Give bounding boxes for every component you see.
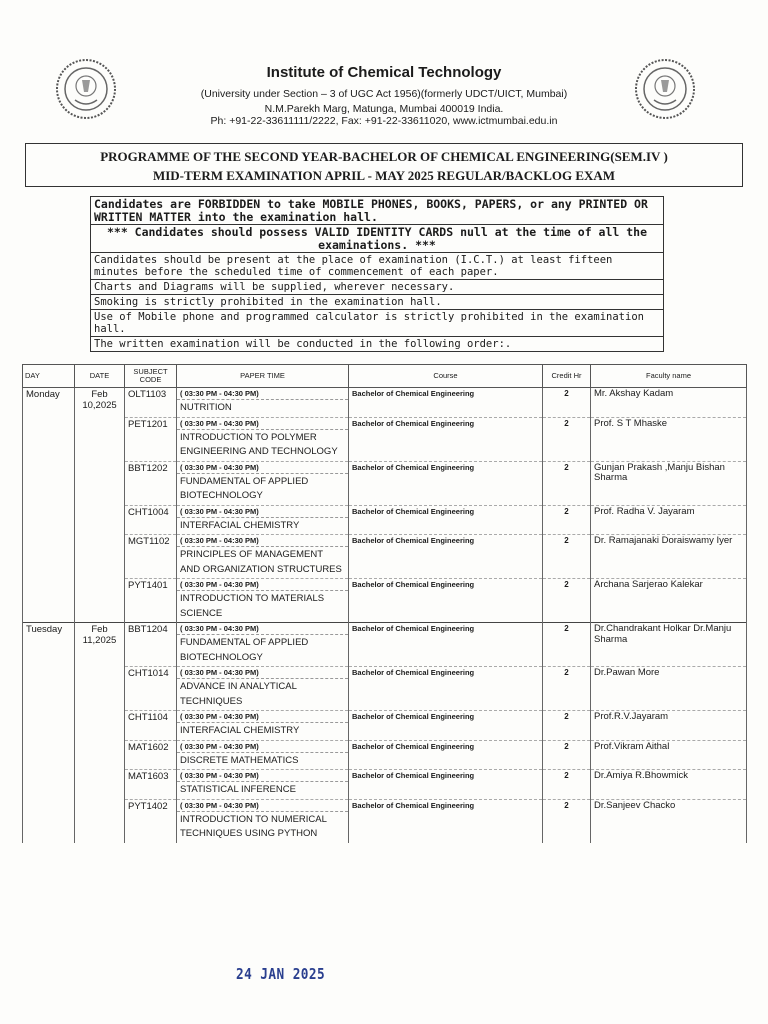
course-name: Bachelor of Chemical Engineering: [349, 461, 543, 505]
paper-name: STATISTICAL INFERENCE: [177, 782, 349, 800]
paper-time: ( 03:30 PM - 04:30 PM): [177, 799, 349, 811]
course-name: Bachelor of Chemical Engineering: [349, 388, 543, 418]
paper-name: FUNDAMENTAL OF APPLIED BIOTECHNOLOGY: [177, 635, 349, 667]
subject-code: BBT1204: [125, 623, 177, 667]
course-name: Bachelor of Chemical Engineering: [349, 770, 543, 800]
subject-code: OLT1103: [125, 388, 177, 418]
table-row: [23, 461, 747, 473]
paper-time: ( 03:30 PM - 04:30 PM): [177, 461, 349, 473]
paper-name: FUNDAMENTAL OF APPLIED BIOTECHNOLOGY: [177, 473, 349, 505]
credit-hours: 2: [543, 535, 591, 579]
header-paper-time: PAPER TIME: [177, 365, 349, 388]
paper-name: INTRODUCTION TO NUMERICAL TECHNIQUES USING PYTHON: [177, 811, 349, 843]
course-name: Bachelor of Chemical Engineering: [349, 417, 543, 461]
subject-code: MAT1603: [125, 770, 177, 800]
faculty-name: Gunjan Prakash ,Manju Bishan Sharma: [591, 461, 747, 505]
timetable-header-row: [23, 365, 747, 388]
subject-code: PYT1401: [125, 579, 177, 623]
paper-time: ( 03:30 PM - 04:30 PM): [177, 667, 349, 679]
subject-code: PYT1402: [125, 799, 177, 843]
table-row: [23, 770, 747, 782]
paper-time: ( 03:30 PM - 04:30 PM): [177, 770, 349, 782]
subject-code: MGT1102: [125, 535, 177, 579]
paper-name: INTRODUCTION TO POLYMER ENGINEERING AND TECHNOLOGY: [177, 429, 349, 461]
credit-hours: 2: [543, 711, 591, 741]
credit-hours: 2: [543, 461, 591, 505]
subject-code: CHT1104: [125, 711, 177, 741]
paper-time: ( 03:30 PM - 04:30 PM): [177, 579, 349, 591]
table-row: [23, 579, 747, 591]
instruction-item: Charts and Diagrams will be supplied, wherever necessary.: [91, 279, 663, 294]
header-subject-code: SUBJECT CODE: [125, 365, 177, 388]
faculty-name: Dr.Pawan More: [591, 667, 747, 711]
exam-day: Monday: [23, 388, 75, 623]
paper-name: INTRODUCTION TO MATERIALS SCIENCE: [177, 591, 349, 623]
faculty-name: Prof. Radha V. Jayaram: [591, 505, 747, 535]
credit-hours: 2: [543, 417, 591, 461]
paper-time: ( 03:30 PM - 04:30 PM): [177, 711, 349, 723]
course-name: Bachelor of Chemical Engineering: [349, 505, 543, 535]
course-name: Bachelor of Chemical Engineering: [349, 667, 543, 711]
faculty-name: Dr.Chandrakant Holkar Dr.Manju Sharma: [591, 623, 747, 667]
table-row: [23, 417, 747, 429]
programme-title: PROGRAMME OF THE SECOND YEAR-BACHELOR OF CHEMICAL ENGINEERING(SEM.IV ): [100, 149, 668, 164]
course-name: Bachelor of Chemical Engineering: [349, 711, 543, 741]
faculty-name: Dr.Sanjeev Chacko: [591, 799, 747, 843]
timetable: [22, 364, 746, 843]
paper-name: DISCRETE MATHEMATICS: [177, 752, 349, 770]
subject-code: CHT1004: [125, 505, 177, 535]
faculty-name: Prof.R.V.Jayaram: [591, 711, 747, 741]
credit-hours: 2: [543, 579, 591, 623]
paper-name: NUTRITION: [177, 400, 349, 418]
subject-code: BBT1202: [125, 461, 177, 505]
instruction-item: *** Candidates should possess VALID IDENTITY CARDS null at the time of all the examinations. ***: [91, 224, 663, 252]
exam-day: Tuesday: [23, 623, 75, 843]
subject-code: MAT1602: [125, 740, 177, 770]
credit-hours: 2: [543, 667, 591, 711]
exam-title: MID-TERM EXAMINATION APRIL - MAY 2025 REGULAR/BACKLOG EXAM: [152, 168, 616, 183]
instruction-item: Smoking is strictly prohibited in the examination hall.: [91, 294, 663, 309]
faculty-name: Prof.Vikram Aithal: [591, 740, 747, 770]
paper-time: ( 03:30 PM - 04:30 PM): [177, 623, 349, 635]
exam-date: Feb 10,2025: [75, 388, 125, 623]
institute-address: N.M.Parekh Marg, Matunga, Mumbai 400019 India.: [264, 103, 504, 115]
paper-time: ( 03:30 PM - 04:30 PM): [177, 417, 349, 429]
table-row: [23, 505, 747, 517]
credit-hours: 2: [543, 505, 591, 535]
instruction-item: Use of Mobile phone and programmed calculator is strictly prohibited in the examination hall.: [91, 309, 663, 336]
header-date: DATE: [75, 365, 125, 388]
paper-name: INTERFACIAL CHEMISTRY: [177, 723, 349, 741]
faculty-name: Prof. S T Mhaske: [591, 417, 747, 461]
institute-subtitle: (University under Section – 3 of UGC Act 1956)(formerly UDCT/UICT, Mumbai): [200, 88, 568, 100]
subject-code: PET1201: [125, 417, 177, 461]
table-row: [23, 711, 747, 723]
credit-hours: 2: [543, 770, 591, 800]
credit-hours: 2: [543, 799, 591, 843]
table-row: [23, 623, 747, 635]
timetable-table: [22, 364, 747, 843]
table-row: [23, 667, 747, 679]
credit-hours: 2: [543, 623, 591, 667]
instruction-item: Candidates are FORBIDDEN to take MOBILE PHONES, BOOKS, PAPERS, or any PRINTED OR WRITTEN MATTER into the examination hall.: [94, 197, 648, 224]
course-name: Bachelor of Chemical Engineering: [349, 535, 543, 579]
institute-contact: Ph: +91-22-33611111/2222, Fax: +91-22-33611020, www.ictmumbai.edu.in: [210, 115, 558, 127]
table-row: [23, 740, 747, 752]
paper-name: PRINCIPLES OF MANAGEMENT AND ORGANIZATION STRUCTURES: [177, 547, 349, 579]
instructions-box: [90, 196, 664, 352]
instruction-item: The written examination will be conducted in the following order:.: [91, 336, 663, 351]
table-row: [23, 535, 747, 547]
institute-title: Institute of Chemical Technology: [266, 64, 502, 81]
course-name: Bachelor of Chemical Engineering: [349, 579, 543, 623]
exam-date: Feb 11,2025: [75, 623, 125, 843]
faculty-name: Mr. Akshay Kadam: [591, 388, 747, 418]
course-name: Bachelor of Chemical Engineering: [349, 799, 543, 843]
timetable-body: [23, 388, 747, 843]
credit-hours: 2: [543, 740, 591, 770]
programme-title-box: [25, 143, 743, 187]
table-row: [23, 388, 747, 400]
date-stamp: 24 JAN 2025: [236, 965, 326, 983]
credit-hours: 2: [543, 388, 591, 418]
paper-name: INTERFACIAL CHEMISTRY: [177, 517, 349, 535]
faculty-name: Dr.Amiya R.Bhowmick: [591, 770, 747, 800]
paper-time: ( 03:30 PM - 04:30 PM): [177, 505, 349, 517]
header-faculty: Faculty name: [591, 365, 747, 388]
table-row: [23, 799, 747, 811]
course-name: Bachelor of Chemical Engineering: [349, 740, 543, 770]
paper-time: ( 03:30 PM - 04:30 PM): [177, 740, 349, 752]
header-credit: Credit Hr: [543, 365, 591, 388]
header-day: DAY: [23, 365, 75, 388]
faculty-name: Dr. Ramajanaki Doraiswamy Iyer: [591, 535, 747, 579]
subject-code: CHT1014: [125, 667, 177, 711]
course-name: Bachelor of Chemical Engineering: [349, 623, 543, 667]
paper-time: ( 03:30 PM - 04:30 PM): [177, 535, 349, 547]
paper-time: ( 03:30 PM - 04:30 PM): [177, 388, 349, 400]
header-course: Course: [349, 365, 543, 388]
instruction-item: Candidates should be present at the place of examination (I.C.T.) at least fifteen minutes before the scheduled time of commencement of each paper.: [91, 252, 663, 279]
faculty-name: Archana Sarjerao Kalekar: [591, 579, 747, 623]
paper-name: ADVANCE IN ANALYTICAL TECHNIQUES: [177, 679, 349, 711]
